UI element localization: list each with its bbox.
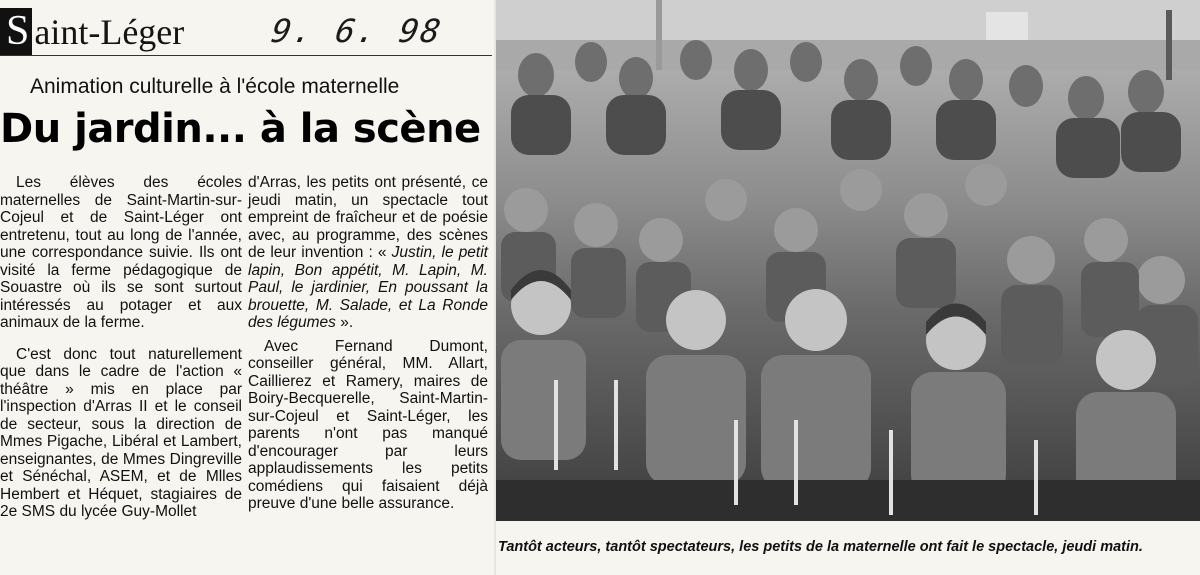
photo-caption: Tantôt acteurs, tantôt spectateurs, les petits de la maternelle ont fait le spectacle, jeudi matin. [498, 539, 1143, 555]
article-column-left [0, 174, 242, 521]
paragraph-lead: d'Arras, les petits ont présenté, ce jeudi matin, un spectacle tout empreint de fraîcheur et de poésie avec, au programme, des scènes de leur invention : « [248, 174, 488, 261]
article-kicker: Animation culturelle à l'école maternelle [30, 75, 400, 98]
town-name [0, 8, 184, 56]
article-photo [496, 0, 1200, 521]
paragraph: Avec Fernand Dumont, conseiller général, MM. Allart, Caillierez et Ramery, maires de Boiry-Becquerelle, Saint-Martin-sur-Cojeul et Saint-Léger, les parents n'ont pas manqué d'encourager par leurs applaudissements les petits comédiens qui faisaient déjà preuve d'une belle assurance. [248, 337, 488, 512]
paragraph [248, 174, 488, 332]
article-column-right [248, 174, 488, 513]
audience-photo [496, 0, 1200, 521]
header-rule [0, 55, 492, 56]
town-name-rest: aint-Léger [34, 12, 185, 52]
paragraph: C'est donc tout naturellement que dans le cadre de l'action « théâtre » mis en place par l'inspection d'Arras II et le conseil de secteur, sous la direction de Mmes Pigache, Libéral et Lambert, enseignantes, de Mmes Dingreville et Sénéchal, ASEM, et de Mlles Hembert et Héquet, stagiaires de 2e SMS du lycée Guy-Mollet [0, 345, 242, 520]
paragraph: Les élèves des écoles maternelles de Saint-Martin-sur-Cojeul et de Saint-Léger ont entretenu, tout au long de l'année, une correspondance suivie. Ils ont visité la ferme pédagogique de Souastre où ils se sont surtout intéressés au potager et aux animaux de la ferme. [0, 174, 242, 331]
article-headline: Du jardin... à la scène [0, 106, 481, 152]
show-titles: Justin, le petit lapin, Bon appétit, M. Lapin, M. Paul, le jardinier, En poussant la brouette, M. Salade, et La Ronde des légumes [248, 244, 488, 331]
town-initial: S [0, 8, 32, 56]
paragraph-tail: ». [335, 314, 354, 331]
handwritten-date: 9. 6. 98 [268, 12, 446, 50]
